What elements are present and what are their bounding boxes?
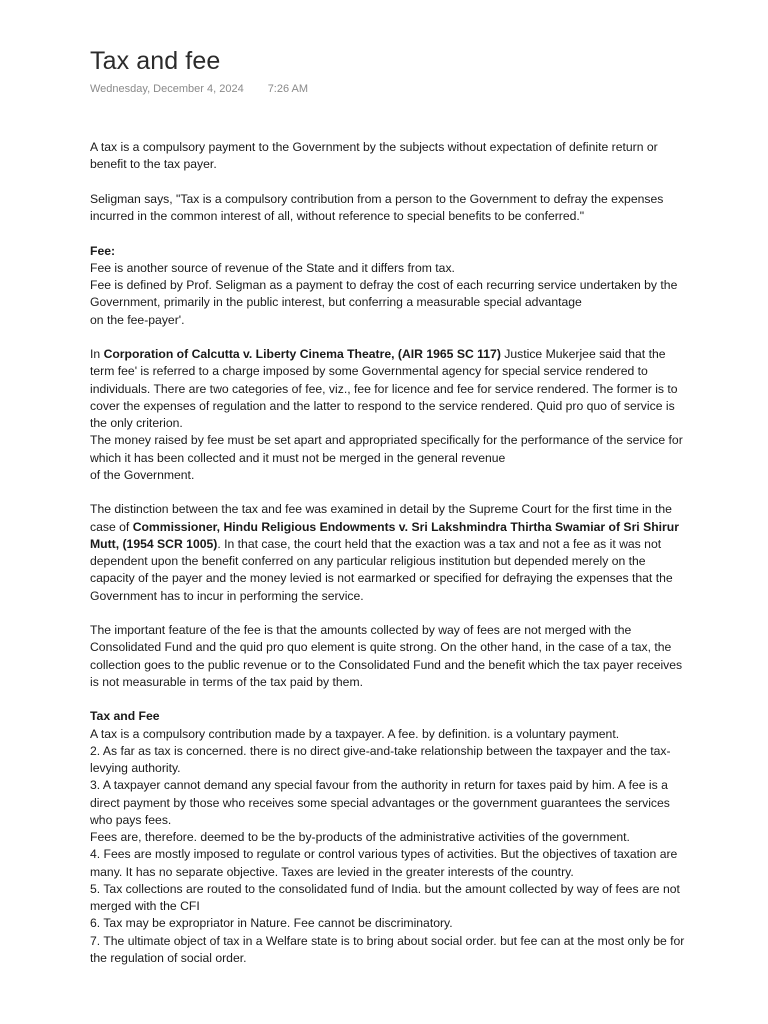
list-item: 5. Tax collections are routed to the consolidated fund of India. but the amount collected by way of fees are not merged with the CFI	[90, 881, 680, 913]
list-item: Fees are, therefore. deemed to be the by-products of the administrative activities of the government.	[90, 830, 630, 844]
tax-and-fee-section	[90, 708, 686, 967]
note-date: Wednesday, December 4, 2024	[90, 83, 244, 95]
case-citation-shirur-mutt: Commissioner, Hindu Religious Endowments v. Sri Lakshmindra Thirtha Swamiar of Sri Shirur Mutt, (1954 SCR 1005)	[90, 519, 679, 551]
fee-section	[90, 243, 686, 329]
fee-line-2a: Fee is defined by Prof. Seligman as a payment to defray the cost of each recurring service undertaken by the Government, primarily in the public interest, but conferring a measurable special advantage	[90, 278, 678, 310]
case-citation-liberty-cinema: Corporation of Calcutta v. Liberty Cinema Theatre, (AIR 1965 SC 117)	[103, 347, 501, 361]
text-liberty-rest: Justice Mukerjee said that the term fee' is referred to a charge imposed by some Governmental agency for special service rendered to individuals. There are two categories of fee, viz., fee for licence and fee for service rendered. The former is to cover the expenses of regulation and the latter to respond to the service rendered. Quid pro quo of service is the only criterion.	[90, 347, 678, 430]
list-item: 3. A taxpayer cannot demand any special favour from the authority in return for taxes paid by him. A fee is a direct payment by those who receives some special advantages or the government guarantees the services who pays fees.	[90, 778, 670, 827]
list-item: 2. As far as tax is concerned. there is no direct give-and-take relationship between the taxpayer and the tax-levying authority.	[90, 743, 671, 775]
note-time: 7:26 AM	[267, 83, 309, 95]
paragraph-important-feature: The important feature of the fee is that the amounts collected by way of fees are not merged with the Consolidated Fund and the quid pro quo element is quite strong. On the other hand, in the case of a tax, the collection goes to the public revenue or to the Consolidated Fund and the benefit which the tax payer receives is not measurable in terms of the tax paid by them.	[90, 623, 683, 689]
fee-line-1: Fee is another source of revenue of the State and it differs from tax.	[90, 260, 455, 275]
paragraph-money-raised-a: The money raised by fee must be set apart and appropriated specifically for the performance of the service for which it has been collected and it must not be merged in the general revenue	[90, 433, 683, 465]
spacer	[90, 484, 686, 501]
paragraph-tax-definition: A tax is a compulsory payment to the Government by the subjects without expectation of definite return or benefit to the tax payer.	[90, 140, 658, 172]
text-in: In	[90, 347, 104, 361]
fee-heading: Fee:	[90, 243, 116, 258]
paragraph-seligman-quote: Seligman says, "Tax is a compulsory contribution from a person to the Government to defray the expenses incurred in the common interest of all, without reference to special benefits to be conferred."	[90, 191, 664, 223]
list-item: 7. The ultimate object of tax in a Welfare state is to bring about social order. but fee can at the most only be for the regulation of social order.	[90, 933, 685, 965]
paragraph-liberty-cinema	[90, 346, 686, 484]
fee-line-2b: on the fee-payer'.	[90, 312, 185, 327]
list-item: 6. Tax may be expropriator in Nature. Fee cannot be discriminatory.	[90, 916, 453, 931]
tax-and-fee-heading: Tax and Fee	[90, 709, 160, 724]
spacer	[90, 329, 686, 346]
note-metadata	[90, 83, 308, 95]
note-body[interactable]	[90, 139, 686, 967]
list-item: A tax is a compulsory contribution made by a taxpayer. A fee. by definition. is a voluntary payment.	[90, 726, 620, 741]
text-shirur-rest: . In that case, the court held that the exaction was a tax and not a fee as it was not dependent upon the benefit conferred on any particular religious institution but depended merely on the capacity of the payer and the money levied is not earmarked or specified for defraying the expenses that the Government has to incur in performing the service.	[90, 536, 673, 603]
text-distinction: The distinction between the tax and fee was examined in detail by the Supreme Court for the first time in the case of	[90, 502, 672, 534]
paragraph-money-raised-b: of the Government.	[90, 467, 195, 482]
list-item: 4. Fees are mostly imposed to regulate or control various types of activities. But the objectives of taxation are many. It has no separate objective. Taxes are levied in the greater interests of the country.	[90, 847, 678, 879]
page-title[interactable]: Tax and fee	[90, 47, 221, 75]
paragraph-shirur-mutt	[90, 501, 686, 605]
